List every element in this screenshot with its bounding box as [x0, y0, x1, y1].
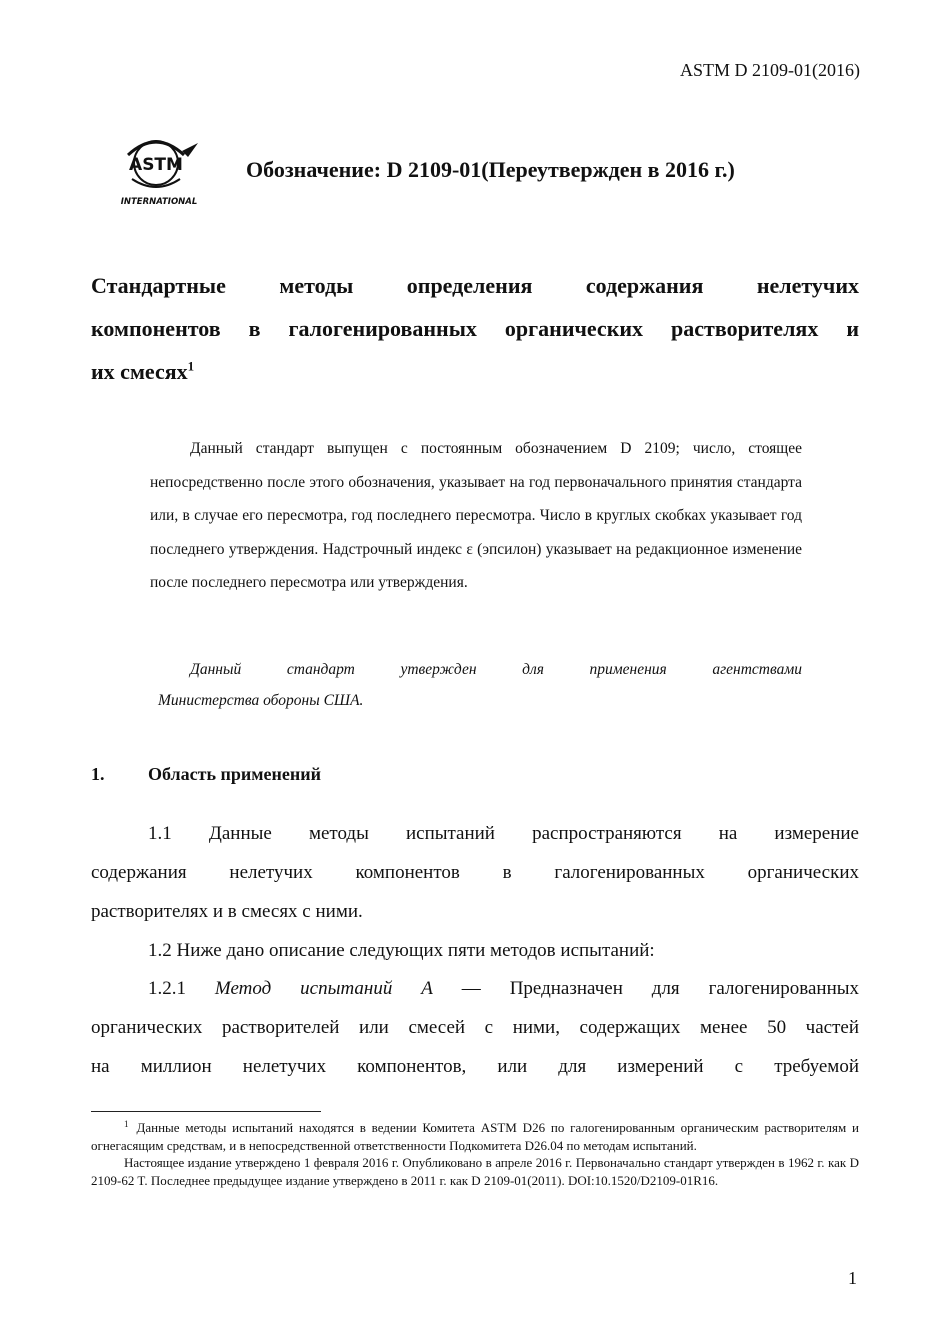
approval-statement — [150, 654, 802, 716]
title-line — [91, 350, 859, 393]
clause-text: — Предназначен для галогенированных — [461, 978, 860, 999]
footnote-2: Настоящее издание утверждено 1 февраля 2016 г. Опубликовано в апреле 2016 г. Первоначально стандарт утвержден в 1962 г. как D 2109-62 T. Последнее предыдущее издание утверждено в 2011 г. как D 2109-01(2011). DOI:10.1520/D2109-01R16. — [91, 1155, 859, 1188]
designation: Обозначение: D 2109-01(Переутвержден в 2016 г.) — [246, 157, 735, 182]
title-line: Стандартные методы определения содержания нелетучих — [91, 273, 859, 298]
paragraph-line — [91, 969, 859, 1008]
section-number: 1. — [91, 764, 105, 784]
section-title: Область применений — [148, 764, 321, 784]
paragraph-1-2 — [91, 931, 859, 970]
logo-subtext: INTERNATIONAL — [120, 197, 198, 207]
title-line: компонентов в галогенированных органических растворителях и — [91, 316, 859, 341]
astm-logo — [118, 133, 200, 207]
footnote-1 — [91, 1119, 859, 1154]
paragraph-1-1 — [91, 814, 859, 931]
footnote-mark: 1 — [124, 1118, 129, 1129]
footnotes — [91, 1119, 859, 1189]
title-footnote-mark: 1 — [187, 358, 195, 374]
paragraph-line: 1.2 Ниже дано описание следующих пяти методов испытаний: — [148, 940, 655, 961]
footnote-separator — [91, 1111, 321, 1112]
document-title — [91, 264, 859, 393]
clause-number: 1.2.1 — [148, 978, 186, 999]
paragraph-line: на миллион нелетучих компонентов, или для измерений с требуемой — [91, 1056, 859, 1077]
page-number: 1 — [848, 1268, 857, 1288]
paragraph-line: содержания нелетучих компонентов в галогенированных органических — [91, 862, 859, 883]
title-line-text: их смесях — [91, 359, 188, 384]
footnote-text: Данные методы испытаний находятся в ведении Комитета ASTM D26 по галогенированным органическим растворителям и огнегасящим средствам, и в непосредственной ответственности Подкомитета D26.04 по методам испытаний. — [91, 1120, 859, 1153]
paragraph-1-2-1 — [91, 969, 859, 1086]
method-term: Метод испытаний А — [214, 978, 433, 999]
document-code: ASTM D 2109-01(2016) — [680, 60, 860, 80]
logo-text: ASTM — [129, 155, 183, 175]
approval-line: Министерства обороны США. — [158, 692, 364, 709]
standard-notice: Данный стандарт выпущен с постоянным обозначением D 2109; число, стоящее непосредственно после этого обозначения, указывает на год первоначального принятия стандарта или, в случае его пересмотра, год последнего пересмотра. Число в круглых скобках указывает год последнего утверждения. Надстрочный индекс ε (эпсилон) указывает на редакционное изменение после последнего пересмотра или утверждения. — [150, 440, 802, 591]
paragraph-line: 1.1 Данные методы испытаний распространяются на измерение — [148, 823, 859, 844]
approval-line: Данный стандарт утвержден для применения агентствами — [190, 661, 802, 678]
section-heading — [91, 764, 321, 785]
paragraph-line: органических растворителей или смесей с ними, содержащих менее 50 частей — [91, 1017, 859, 1038]
paragraph-line: растворителях и в смесях с ними. — [91, 901, 363, 922]
